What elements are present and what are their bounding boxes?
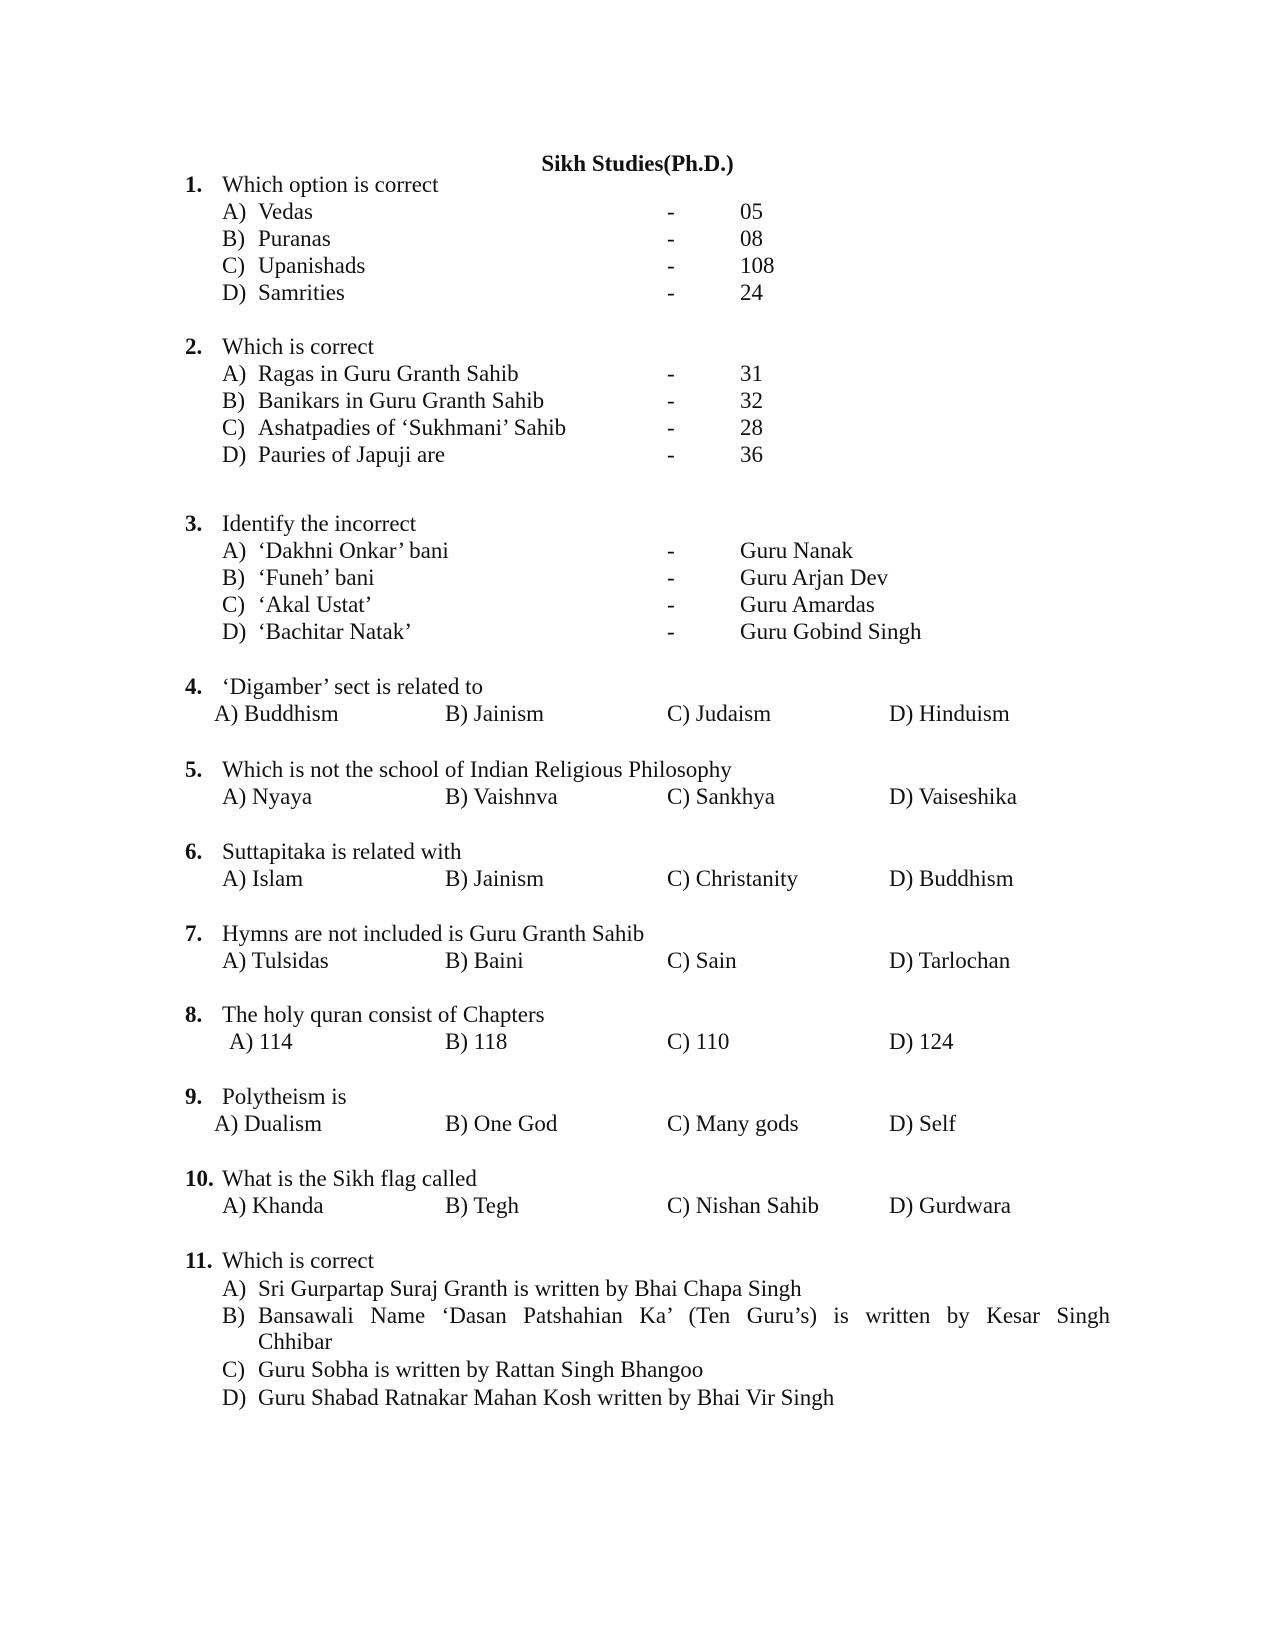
option-value: 32: [740, 388, 763, 413]
option-d: D) Buddhism: [889, 866, 1014, 891]
option-b: [0, 225, 1275, 253]
option-text: ‘Dakhni Onkar’ bani: [258, 538, 449, 563]
question-number: 6.: [185, 839, 203, 864]
option-b-continued: [0, 1328, 1275, 1356]
option-b: B) 118: [445, 1029, 508, 1054]
option-b: B) One God: [445, 1111, 558, 1136]
option-text: ‘Akal Ustat’: [258, 592, 373, 617]
option-d: D) Tarlochan: [889, 948, 1011, 973]
option-b: [0, 564, 1275, 592]
question-number: 9.: [185, 1084, 203, 1109]
option-letter: B): [222, 565, 245, 590]
option-d: [0, 441, 1275, 469]
options-row: [0, 1110, 1275, 1138]
option-text: Ashatpadies of ‘Sukhmani’ Sahib: [258, 415, 567, 440]
option-letter: D): [222, 442, 247, 467]
option-c: C) Judaism: [667, 701, 772, 726]
option-text: Bansawali Name ‘Dasan Patshahian Ka’ (Ten Guru’s) is written by Kesar Singh: [258, 1303, 1110, 1328]
option-d: [0, 618, 1275, 646]
question-number: 8.: [185, 1002, 203, 1027]
option-letter: B): [222, 1303, 245, 1328]
question-number: 1.: [185, 172, 203, 197]
option-a: A) Dualism: [214, 1111, 322, 1136]
option-a: A) Khanda: [222, 1193, 324, 1218]
option-a: [0, 198, 1275, 226]
option-dash: -: [667, 226, 675, 251]
option-letter: A): [222, 361, 247, 386]
option-c: C) Many gods: [667, 1111, 799, 1136]
option-text: Vedas: [258, 199, 313, 224]
question-number: 2.: [185, 334, 203, 359]
option-letter: B): [222, 388, 245, 413]
option-a: A) Islam: [222, 866, 304, 891]
option-dash: -: [667, 619, 675, 644]
option-text: Guru Sobha is written by Rattan Singh Bhangoo: [258, 1357, 704, 1382]
question-number: 11.: [185, 1248, 213, 1273]
option-d: D) Self: [889, 1111, 957, 1136]
option-text: ‘Bachitar Natak’: [258, 619, 412, 644]
option-b: B) Jainism: [445, 866, 545, 891]
option-b: B) Vaishnva: [445, 784, 558, 809]
option-letter: C): [222, 592, 245, 617]
option-b: [0, 1302, 1275, 1330]
option-c: [0, 591, 1275, 619]
option-text: Puranas: [258, 226, 331, 251]
option-text: ‘Funeh’ bani: [258, 565, 375, 590]
option-letter: A): [222, 199, 247, 224]
option-value: 05: [740, 199, 763, 224]
option-dash: -: [667, 199, 675, 224]
question-text: Which is correct: [222, 334, 374, 359]
option-letter: D): [222, 280, 247, 305]
option-dash: -: [667, 442, 675, 467]
question-text: Which is correct: [222, 1248, 374, 1273]
question-text: ‘Digamber’ sect is related to: [222, 674, 483, 699]
options-row: [0, 783, 1275, 811]
question-number: 10.: [185, 1166, 214, 1191]
options-row: [0, 947, 1275, 975]
option-c: [0, 414, 1275, 442]
option-letter: D): [222, 619, 247, 644]
option-letter: A): [222, 1276, 247, 1301]
question-text: What is the Sikh flag called: [222, 1166, 477, 1191]
question-number: 4.: [185, 674, 203, 699]
option-letter: C): [222, 1357, 245, 1382]
page-title: Sikh Studies(Ph.D.): [541, 151, 734, 176]
option-a: [0, 360, 1275, 388]
option-text: Banikars in Guru Granth Sahib: [258, 388, 545, 413]
option-a: A) Buddhism: [214, 701, 339, 726]
option-d: D) Vaiseshika: [889, 784, 1017, 809]
option-dash: -: [667, 592, 675, 617]
question-text: Identify the incorrect: [222, 511, 417, 536]
option-value: 31: [740, 361, 763, 386]
option-c: C) Nishan Sahib: [667, 1193, 820, 1218]
question-text: Which is not the school of Indian Religious Philosophy: [222, 757, 732, 782]
option-b: B) Tegh: [445, 1193, 519, 1218]
option-value: 36: [740, 442, 763, 467]
option-value: Guru Amardas: [740, 592, 875, 617]
option-text: Sri Gurpartap Suraj Granth is written by Bhai Chapa Singh: [258, 1276, 802, 1301]
option-text-continued: Chhibar: [258, 1329, 333, 1354]
options-row: [0, 1192, 1275, 1220]
option-a: [0, 1275, 1275, 1303]
option-letter: C): [222, 253, 245, 278]
option-dash: -: [667, 415, 675, 440]
option-text: Ragas in Guru Granth Sahib: [258, 361, 519, 386]
option-letter: D): [222, 1385, 247, 1410]
option-value: 28: [740, 415, 763, 440]
option-letter: B): [222, 226, 245, 251]
question-number: 5.: [185, 757, 203, 782]
option-dash: -: [667, 280, 675, 305]
question-text: Suttapitaka is related with: [222, 839, 462, 864]
option-value: Guru Nanak: [740, 538, 854, 563]
option-text: Upanishads: [258, 253, 366, 278]
option-c: C) 110: [667, 1029, 730, 1054]
question-text: Polytheism is: [222, 1084, 347, 1109]
option-letter: C): [222, 415, 245, 440]
options-row: [0, 700, 1275, 728]
question-number: 7.: [185, 921, 203, 946]
option-c: C) Sankhya: [667, 784, 775, 809]
question-text: The holy quran consist of Chapters: [222, 1002, 545, 1027]
option-dash: -: [667, 538, 675, 563]
options-row: [0, 1028, 1275, 1056]
option-a: A) Tulsidas: [222, 948, 329, 973]
option-value: Guru Arjan Dev: [740, 565, 889, 590]
option-a: A) 114: [229, 1029, 293, 1054]
option-dash: -: [667, 253, 675, 278]
option-text: Guru Shabad Ratnakar Mahan Kosh written by Bhai Vir Singh: [258, 1385, 835, 1410]
option-text: Samrities: [258, 280, 345, 305]
option-d: D) Hinduism: [889, 701, 1010, 726]
options-row: [0, 865, 1275, 893]
option-dash: -: [667, 388, 675, 413]
option-c: C) Sain: [667, 948, 737, 973]
option-b: B) Jainism: [445, 701, 545, 726]
option-a: A) Nyaya: [222, 784, 313, 809]
question-text: Which option is correct: [222, 172, 439, 197]
option-d: D) Gurdwara: [889, 1193, 1011, 1218]
option-c: C) Christanity: [667, 866, 798, 891]
option-value: 108: [740, 253, 775, 278]
question-number: 3.: [185, 511, 203, 536]
option-b: B) Baini: [445, 948, 524, 973]
option-text: Pauries of Japuji are: [258, 442, 446, 467]
option-value: 08: [740, 226, 763, 251]
option-letter: A): [222, 538, 247, 563]
option-d: [0, 1384, 1275, 1412]
option-c: [0, 252, 1275, 280]
option-b: [0, 387, 1275, 415]
option-value: Guru Gobind Singh: [740, 619, 922, 644]
option-value: 24: [740, 280, 763, 305]
option-a: [0, 537, 1275, 565]
option-d: [0, 279, 1275, 307]
option-dash: -: [667, 361, 675, 386]
option-dash: -: [667, 565, 675, 590]
option-c: [0, 1356, 1275, 1384]
question-text: Hymns are not included is Guru Granth Sahib: [222, 921, 645, 946]
option-d: D) 124: [889, 1029, 954, 1054]
